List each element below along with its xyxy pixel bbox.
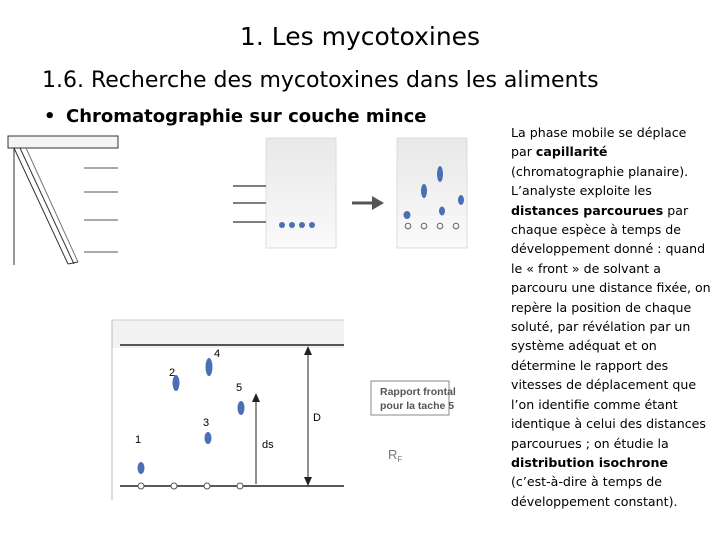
spot-label-2: 2 <box>169 367 176 379</box>
slide-title: 1. Les mycotoxines <box>239 22 481 51</box>
description-text: La phase mobile se déplace par <box>511 125 687 160</box>
frontal-line-2: pour la tache 5 <box>380 400 455 412</box>
spot <box>309 222 315 228</box>
spot <box>289 222 295 228</box>
description-text: par chaque espèce à temps de développement donné : quand le « front » de solvant a parcouru une distance fixée, on repère la position de chaque soluté, par révélation par un système adéquat et on détermine le rapport des vitesses de déplacement que l’on identifie comme étant identique à celui des distances parcourues ; on étudie la <box>511 202 711 451</box>
rf-symbol: $R_F$ <box>388 447 403 464</box>
plate-before <box>233 138 336 248</box>
bullet-dot-icon: • <box>44 106 56 127</box>
arrow-right-icon <box>352 196 384 210</box>
development-tank <box>8 136 118 265</box>
ds-label: ds <box>262 439 274 451</box>
d-label: D <box>313 412 321 424</box>
description-emphasis: distances parcourues <box>511 202 664 218</box>
bullet-text: Chromatographie sur couche mince <box>66 106 427 127</box>
frontal-ratio-box <box>371 381 456 464</box>
spot-label-3: 3 <box>203 417 210 429</box>
spot-3 <box>205 432 212 444</box>
description-emphasis: distribution isochrone <box>511 454 668 470</box>
description-emphasis: capillarité <box>535 144 608 160</box>
spot-label-1: 1 <box>135 434 142 446</box>
spot-label-4: 4 <box>214 348 221 360</box>
spot-1 <box>138 462 145 474</box>
frontal-line-1: Rapport frontal <box>380 386 456 398</box>
spot <box>299 222 305 228</box>
plate-detail <box>112 320 344 500</box>
description-text: (chromatographie planaire). L’analyste exploite les <box>511 163 689 199</box>
plate-after <box>397 138 467 248</box>
spot <box>279 222 285 228</box>
slide-subtitle: 1.6. Recherche des mycotoxines dans les aliments <box>42 68 599 93</box>
spot-4 <box>206 358 213 376</box>
spot-label-5: 5 <box>236 382 243 394</box>
spot-5 <box>238 401 245 415</box>
description-text: (c’est-à-dire à temps de développement constant). <box>511 474 678 509</box>
